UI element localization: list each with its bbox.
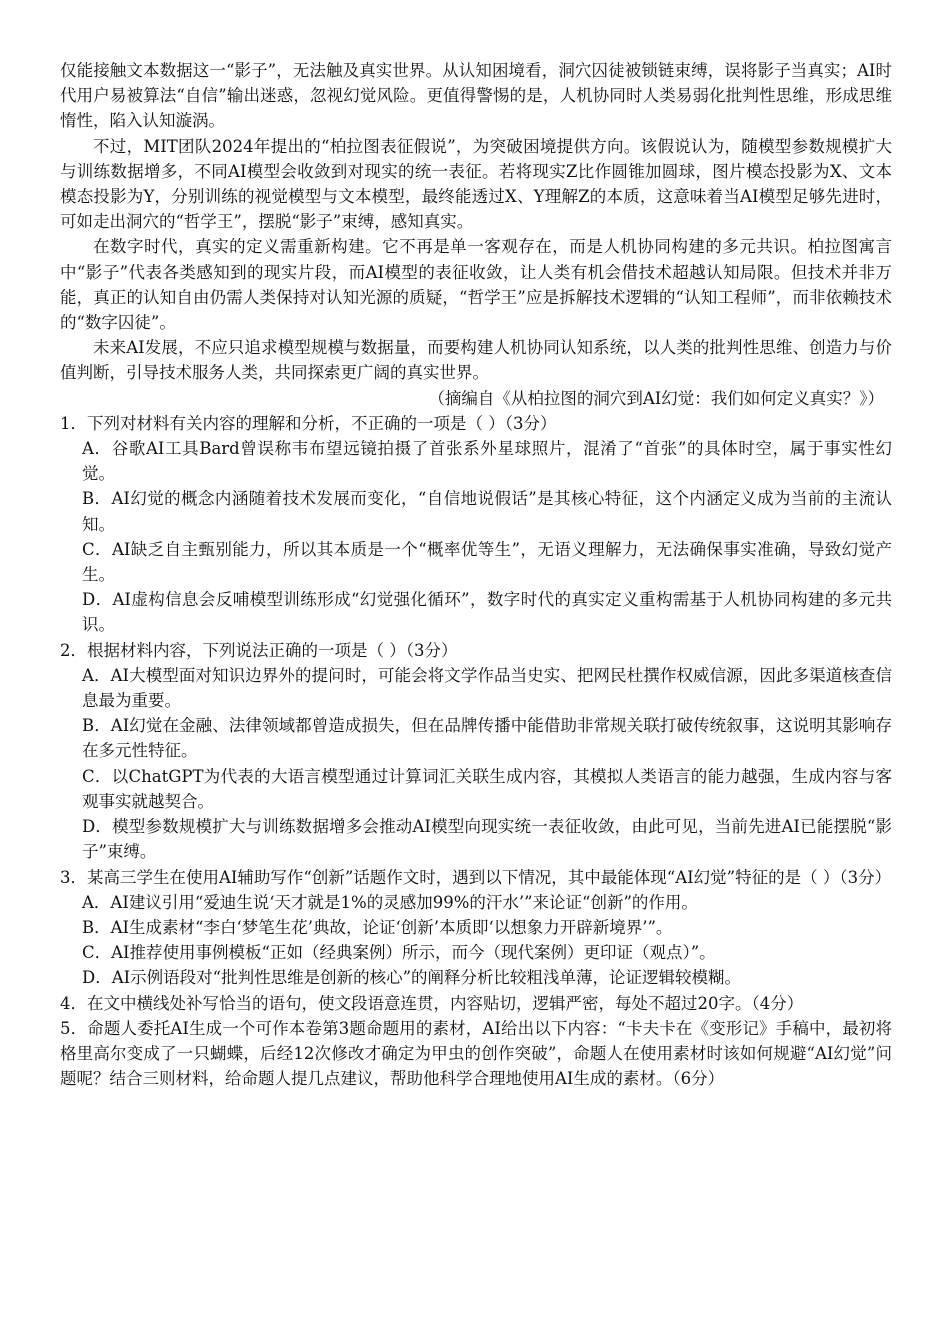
option-a: A．AI大模型面对知识边界外的提问时，可能会将文学作品当史实、把网民杜撰作权威信源，因此多渠道核查信息最为重要。 <box>82 665 892 711</box>
option-list <box>60 663 892 865</box>
option-d: D．模型参数规模扩大与训练数据增多会推动AI模型向现实统一表征收敛，由此可见，当前先进AI已能摆脱“影子”束缚。 <box>82 817 892 862</box>
option-d: D．AI虚构信息会反哺模型训练形成“幻觉强化循环”，数字时代的真实定义重构需基于人机协同构建的多元共识。 <box>82 590 892 635</box>
passage-paragraph-1: 仅能接触文本数据这一“影子”，无法触及真实世界。从认知困境看，洞穴囚徒被锁链束缚，误将影子当真实；AI时代用户易被算法“自信”输出迷惑，忽视幻觉风险。更值得警惕的是，人机协同时人类易弱化批判性思维，形成思维惰性，陷入认知漩涡。 <box>60 61 892 131</box>
question-1 <box>60 411 892 638</box>
option-c: C．AI推荐使用事例模板“正如（经典案例）所示，而今（现代案例）更印证（观点）”。 <box>82 943 716 963</box>
option-b: B．AI幻觉在金融、法律领域都曾造成损失，但在品牌传播中能借助非常规关联打破传统叙事，这说明其影响存在多元性特征。 <box>82 716 892 761</box>
question-stem: 5．命题人委托AI生成一个可作本卷第3题命题用的素材，AI给出以下内容：“卡夫卡在《变形记》手稿中，最初将格里高尔变成了一只蝴蝶，后经12次修改才确定为甲虫的创作突破”，命题人在使用素材时该如何规避“AI幻觉”问题呢？结合三则材料，给命题人提几点建议，帮助他科学合理地使用AI生成的素材。（6分） <box>60 1018 892 1089</box>
question-4 <box>60 991 892 1016</box>
passage-source: （摘编自《从柏拉图的洞穴到AI幻觉：我们如何定义真实？》） <box>428 388 884 408</box>
option-a: A．AI建议引用“爱迪生说‘天才就是1%的灵感加99%的汗水’”来论证“创新”的作用。 <box>82 892 698 912</box>
question-3 <box>60 865 892 991</box>
option-c: C．以ChatGPT为代表的大语言模型通过计算词汇关联生成内容，其模拟人类语言的能力越强，生成内容与客观事实就越契合。 <box>82 766 892 811</box>
question-stem: 3．某高三学生在使用AI辅助写作“创新”话题作文时，遇到以下情况，其中最能体现“AI幻觉”特征的是（ ）（3分） <box>60 867 892 887</box>
option-d: D．AI示例语段对“批判性思维是创新的核心”的阐释分析比较粗浅单薄，论证逻辑较模糊。 <box>82 968 742 988</box>
option-list <box>60 436 892 638</box>
option-list <box>60 890 892 991</box>
passage-paragraph-2: 不过，MIT团队2024年提出的“柏拉图表征假说”，为突破困境提供方向。该假说认为，随模型参数规模扩大与训练数据增多，不同AI模型会收敛到对现实的统一表征。若将现实Z比作圆锥加圆球，图片模态投影为X、文本模态投影为Y，分别训练的视觉模型与文本模型，最终能透过X、Y理解Z的本质，这意味着当AI模型足够先进时，可如走出洞穴的“哲学王”，摆脱“影子”束缚，感知真实。 <box>60 136 892 232</box>
option-c: C．AI缺乏自主甄别能力，所以其本质是一个“概率优等生”，无语义理解力，无法确保事实准确，导致幻觉产生。 <box>82 539 892 585</box>
option-b: B．AI生成素材“李白‘梦笔生花’典故，论证‘创新’本质即‘以想象力开辟新境界’”。 <box>82 917 673 937</box>
passage-paragraph-3: 在数字时代，真实的定义需重新构建。它不再是单一客观存在，而是人机协同构建的多元共识。柏拉图寓言中“影子”代表各类感知到的现实片段，而AI模型的表征收敛，让人类有机会借技术超越认知局限。但技术并非万能，真正的认知自由仍需人类保持对认知光源的质疑，“哲学王”应是拆解技术逻辑的“认知工程师”，而非依赖技术的“数字囚徒”。 <box>60 237 892 333</box>
exam-page <box>60 58 892 1091</box>
passage-paragraph-4: 未来AI发展，不应只追求模型规模与数据量，而要构建人机协同认知系统，以人类的批判性思维、创造力与价值判断，引导技术服务人类，共同探索更广阔的真实世界。 <box>60 338 892 383</box>
question-stem: 1．下列对材料有关内容的理解和分析，不正确的一项是（ ）（3分） <box>60 413 557 433</box>
question-stem: 4．在文中横线处补写恰当的语句，使文段语意连贯，内容贴切，逻辑严密，每处不超过20字。（4分） <box>60 993 804 1013</box>
question-2 <box>60 638 892 865</box>
option-a: A．谷歌AI工具Bard曾误称韦布望远镜拍摄了首张系外星球照片，混淆了“首张”的具体时空，属于事实性幻觉。 <box>82 439 892 484</box>
question-stem: 2．根据材料内容，下列说法正确的一项是（ ）（3分） <box>60 640 458 660</box>
option-b: B．AI幻觉的概念内涵随着技术发展而变化，“自信地说假话”是其核心特征，这个内涵定义成为当前的主流认知。 <box>82 489 892 534</box>
question-5 <box>60 1016 892 1092</box>
